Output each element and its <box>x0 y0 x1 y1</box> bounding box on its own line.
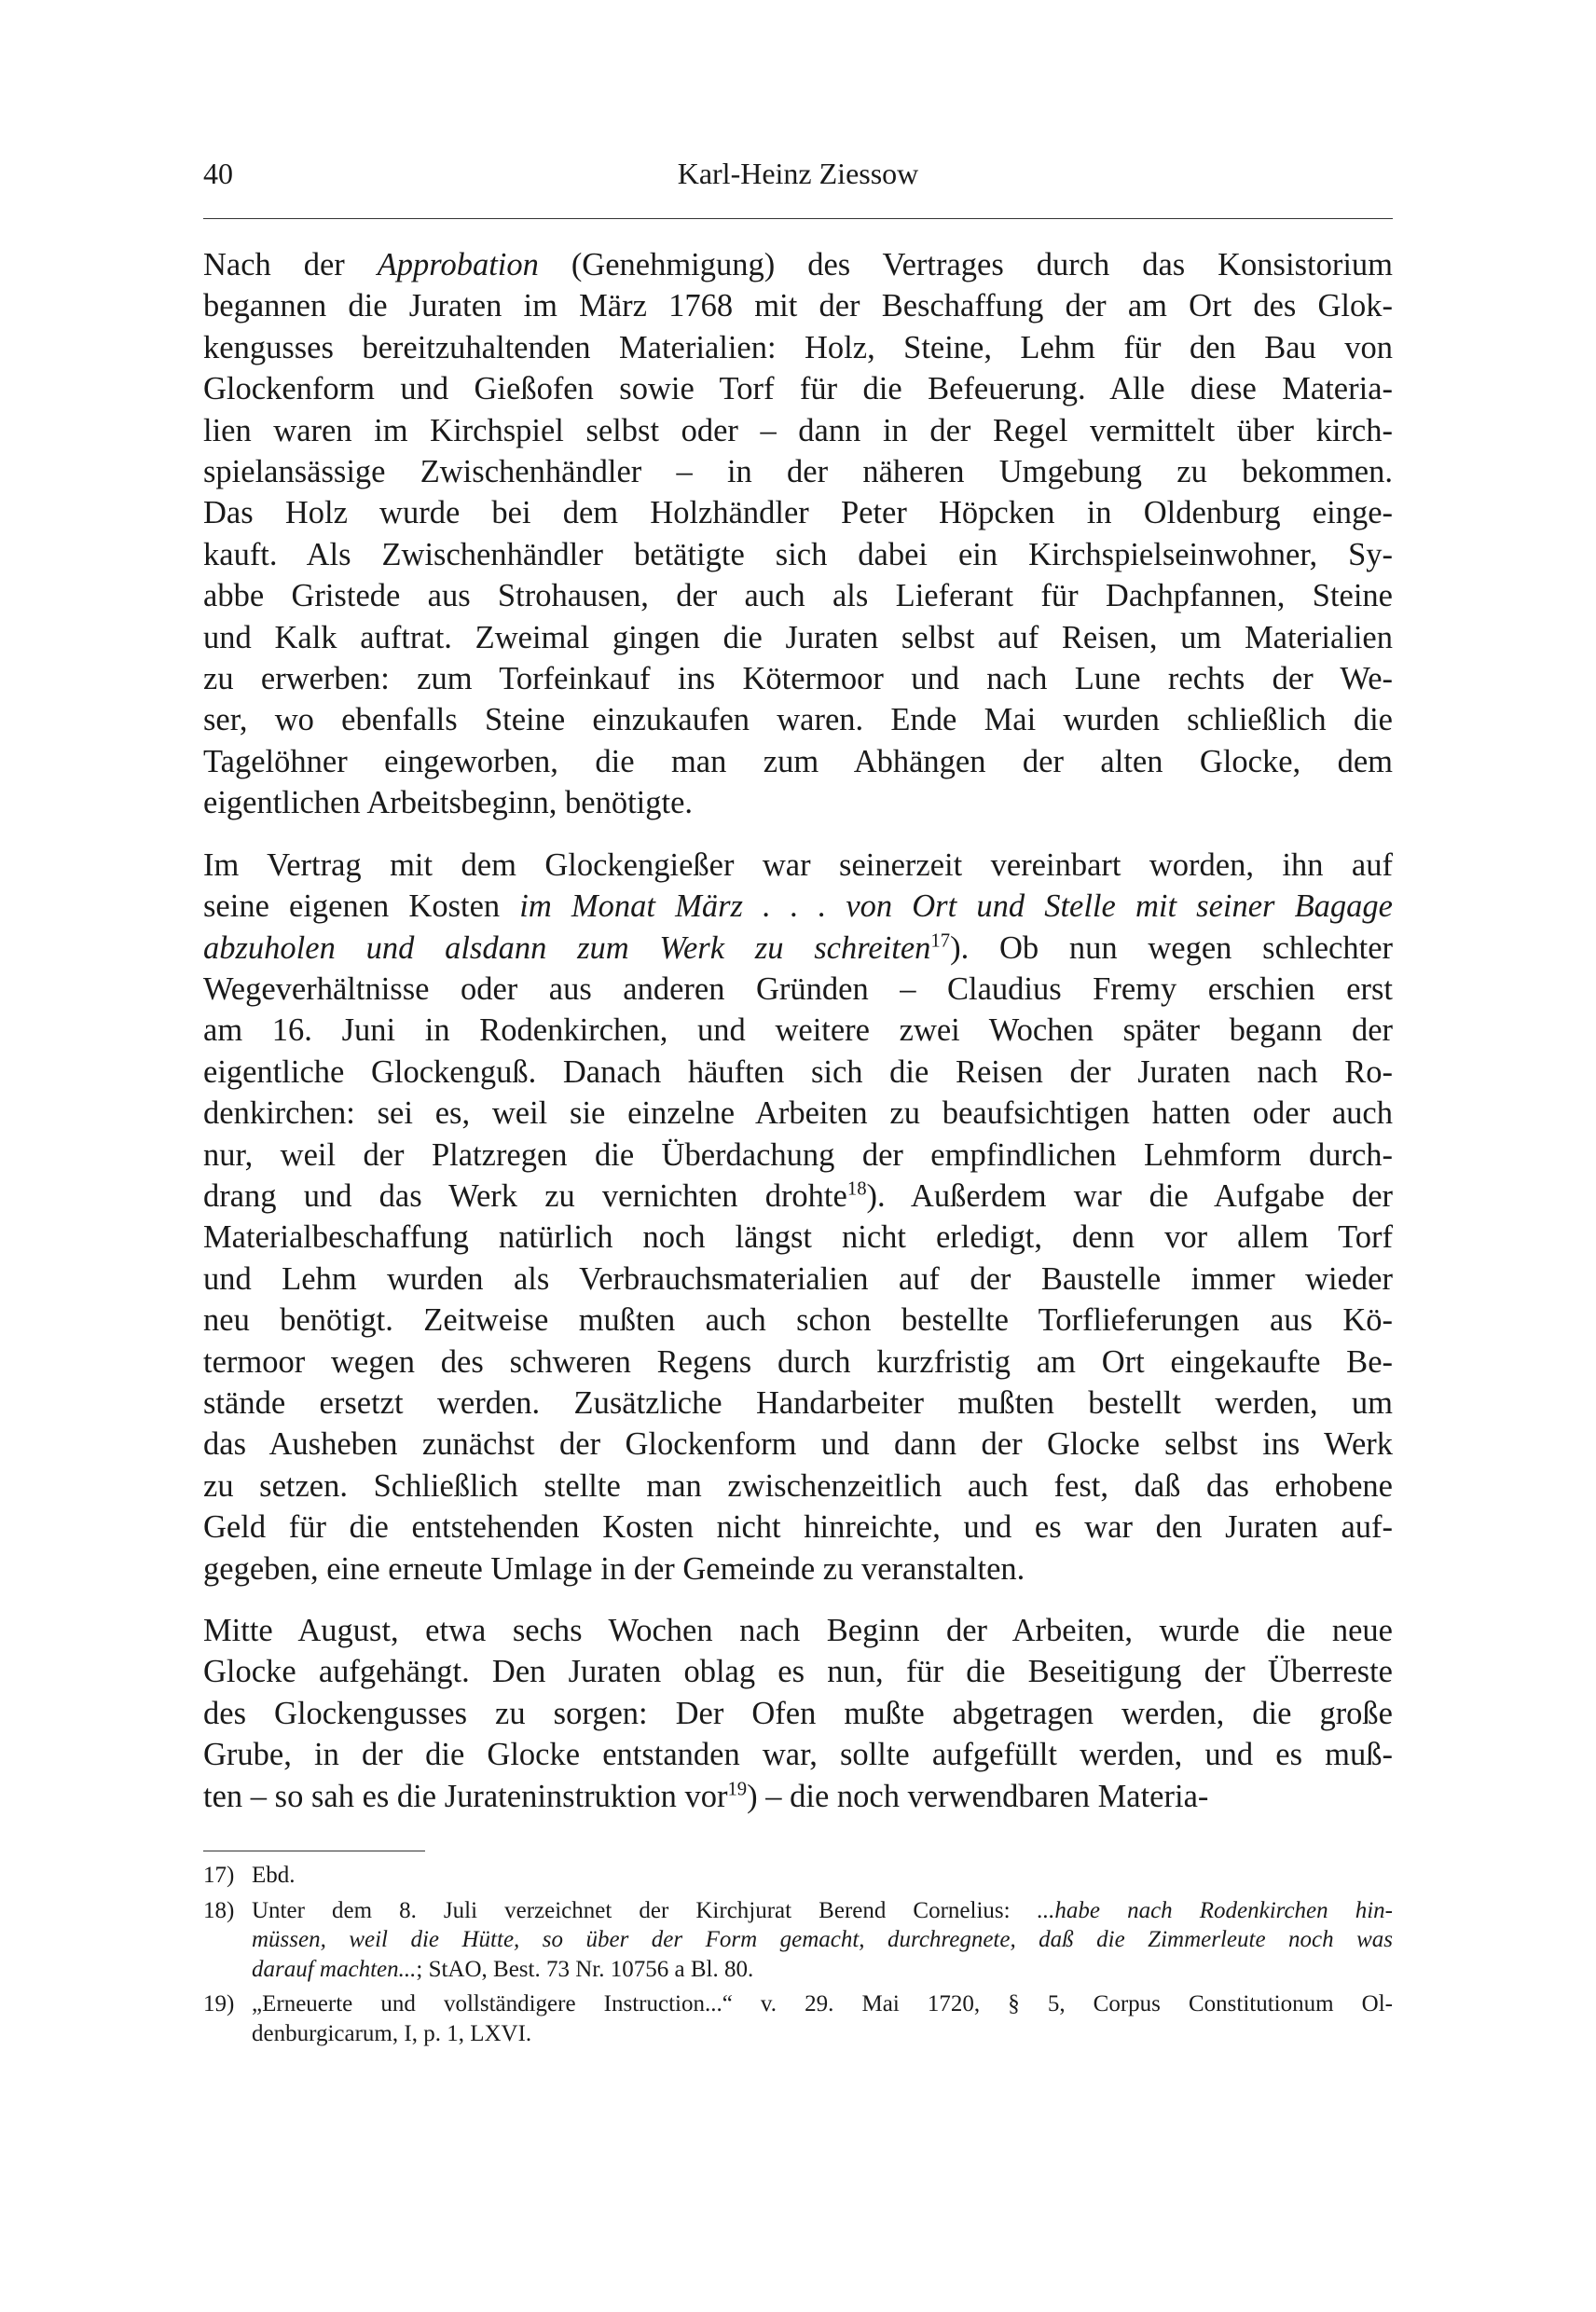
footnote <box>203 1896 1393 1985</box>
text-run: neu benötigt. Zeitweise mußten auch schon bestellte Torflieferungen aus Kö- <box>203 1302 1393 1339</box>
text-line <box>203 285 1393 326</box>
text-run: Tagelöhner eingeworben, die man zum Abhängen der alten Glocke, dem <box>203 743 1393 779</box>
text-run: und Kalk auftrat. Zweimal gingen die Juraten selbst auf Reisen, um Materialien <box>203 619 1393 655</box>
text-line <box>203 1300 1393 1341</box>
text-line <box>203 1010 1393 1051</box>
italic-text: im Monat März . . . von Ort und Stelle mit seiner Bagage <box>519 888 1393 925</box>
text-run: und Lehm wurden als Verbrauchsmaterialien auf der Baustelle immer wieder <box>203 1260 1393 1297</box>
text-run: Nach der <box>203 247 378 282</box>
italic-text: ...habe nach Rodenkirchen hin- <box>1037 1897 1393 1923</box>
text-run: stände ersetzt werden. Zusätzliche Handarbeiter mußten bestellt werden, um <box>203 1384 1393 1421</box>
text-line <box>203 886 1393 927</box>
text-run: Glocke aufgehängt. Den Juraten oblag es nun, für die Beseitigung der Überreste <box>203 1654 1393 1690</box>
footnote-reference: 17 <box>930 930 951 951</box>
text-run: Mitte August, etwa sechs Wochen nach Beginn der Arbeiten, wurde die neue <box>203 1613 1393 1648</box>
page-number: 40 <box>203 157 233 190</box>
text-line <box>203 492 1393 533</box>
footnote-line <box>252 1861 1393 1891</box>
italic-text: müssen, weil die Hütte, so über der Form gemacht, durchregnete, daß die Zimmerleute noch was <box>252 1927 1393 1952</box>
italic-text: abzuholen und alsdann zum Werk zu schreiten <box>203 929 931 966</box>
text-run: ser, wo ebenfalls Steine einzukaufen waren. Ende Mai wurden schließlich die <box>203 702 1393 738</box>
text-line <box>203 1610 1393 1651</box>
text-line <box>203 1424 1393 1465</box>
text-run: Wegeverhältnisse oder aus anderen Gründen – Claudius Fremy erschien erst <box>203 970 1393 1007</box>
footnote <box>203 1989 1393 2048</box>
text-line <box>203 1259 1393 1300</box>
text-line <box>203 1651 1393 1692</box>
running-title: Karl-Heinz Ziessow <box>677 157 919 190</box>
text-run: ). Ob nun wegen schlechter <box>950 929 1393 966</box>
text-line <box>203 845 1393 886</box>
text-run: kengusses bereitzuhaltenden Materialien: Holz, Steine, Lehm für den Bau von <box>203 329 1393 365</box>
text-line <box>203 969 1393 1010</box>
footnote-number: 19) <box>203 1991 235 2016</box>
text-run: Das Holz wurde bei dem Holzhändler Peter Höpcken in Oldenburg einge- <box>203 495 1393 531</box>
text-run: eigentliche Glockenguß. Danach häuften sich die Reisen der Juraten nach Ro- <box>203 1053 1393 1090</box>
text-line <box>203 617 1393 658</box>
text-line <box>203 1693 1393 1734</box>
text-run: termoor wegen des schweren Regens durch kurzfristig am Ort eingekaufte Be- <box>203 1343 1393 1380</box>
body-text <box>203 244 1393 1837</box>
text-line <box>203 741 1393 782</box>
text-run: am 16. Juni in Rodenkirchen, und weitere zwei Wochen später begann der <box>203 1012 1393 1049</box>
text-run: kauft. Als Zwischenhändler betätigte sich dabei ein Kirchspielseinwohner, Sy- <box>203 536 1393 572</box>
text-line <box>203 1176 1393 1217</box>
text-line <box>203 575 1393 616</box>
text-line <box>203 1052 1393 1093</box>
text-run: ) – die noch verwendbaren Materia- <box>747 1778 1209 1814</box>
footnote-number: 17) <box>203 1863 235 1888</box>
footnote-number: 18) <box>203 1897 235 1923</box>
text-line <box>203 1734 1393 1775</box>
footnote-line <box>252 1989 1393 2019</box>
text-run: Materialbeschaffung natürlich noch längst nicht erledigt, denn vor allem Torf <box>203 1219 1393 1256</box>
text-line <box>203 782 1393 823</box>
italic-text: darauf machten... <box>252 1956 417 1982</box>
text-run: spielansässige Zwischenhändler – in der näheren Umgebung zu bekommen. <box>203 454 1393 490</box>
page-header <box>203 157 1393 203</box>
text-run: „Erneuerte und vollständigere Instruction...“ v. 29. Mai 1720, § 5, Corpus Constitutionum Ol- <box>252 1991 1393 2016</box>
text-run: begannen die Juraten im März 1768 mit der Beschaffung der am Ort des Glok- <box>203 288 1393 324</box>
footnote-line <box>252 1925 1393 1955</box>
text-line <box>203 1507 1393 1548</box>
text-line <box>203 1135 1393 1176</box>
text-line <box>203 410 1393 451</box>
text-run: Im Vertrag mit dem Glockengießer war seinerzeit vereinbart worden, ihn auf <box>203 846 1393 883</box>
text-line <box>203 1548 1393 1590</box>
text-run: zu setzen. Schließlich stellte man zwischenzeitlich auch fest, daß das erhobene <box>203 1467 1393 1504</box>
text-line <box>203 327 1393 368</box>
text-line <box>203 658 1393 699</box>
text-run: des Glockengusses zu sorgen: Der Ofen mußte abgetragen werden, die große <box>203 1695 1393 1731</box>
text-line <box>203 699 1393 740</box>
footnotes <box>203 1861 1393 2054</box>
text-run: lien waren im Kirchspiel selbst oder – dann in der Regel vermittelt über kirch- <box>203 412 1393 448</box>
text-run: ). Außerdem war die Aufgabe der <box>866 1177 1393 1214</box>
text-run: nur, weil der Platzregen die Überdachung der empfindlichen Lehmform durch- <box>203 1136 1393 1173</box>
footnote-line <box>252 1896 1393 1926</box>
text-line <box>203 1217 1393 1258</box>
text-line <box>203 1093 1393 1134</box>
footnote <box>203 1861 1393 1891</box>
paragraph <box>203 244 1393 824</box>
text-run: ten – so sah es die Jurateninstruktion vor <box>203 1778 728 1814</box>
text-line <box>203 451 1393 492</box>
text-run: Ebd. <box>252 1863 296 1888</box>
paragraph <box>203 845 1393 1590</box>
text-line <box>203 1342 1393 1383</box>
text-line <box>203 928 1393 969</box>
text-line <box>203 244 1393 285</box>
footnote-line <box>252 1955 1393 1985</box>
text-run: eigentlichen Arbeitsbeginn, benötigte. <box>203 785 694 821</box>
text-run: Grube, in der die Glocke entstanden war, sollte aufgefüllt werden, und es muß- <box>203 1737 1393 1773</box>
text-run: das Ausheben zunächst der Glockenform und dann der Glocke selbst ins Werk <box>203 1426 1393 1463</box>
paragraph <box>203 1610 1393 1817</box>
text-line <box>203 1466 1393 1507</box>
text-run: seine eigenen Kosten <box>203 888 520 925</box>
header-rule <box>203 218 1393 219</box>
text-run: ; StAO, Best. 73 Nr. 10756 a Bl. 80. <box>416 1956 754 1982</box>
text-run: denburgicarum, I, p. 1, LXVI. <box>252 2020 532 2046</box>
text-line <box>203 1383 1393 1424</box>
footnote-reference: 18 <box>846 1178 867 1200</box>
text-run: zu erwerben: zum Torfeinkauf ins Kötermoor und nach Lune rechts der We- <box>203 661 1393 697</box>
text-run: abbe Gristede aus Strohausen, der auch als Lieferant für Dachpfannen, Steine <box>203 578 1393 614</box>
text-run: gegeben, eine erneute Umlage in der Gemeinde zu veranstalten. <box>203 1550 1025 1587</box>
footnote-reference: 19 <box>727 1779 748 1800</box>
text-line <box>203 534 1393 575</box>
italic-text: Approbation <box>377 247 539 282</box>
text-run: (Genehmigung) des Vertrages durch das Konsistorium <box>538 247 1393 282</box>
text-run: Glockenform und Gießofen sowie Torf für die Befeuerung. Alle diese Materia- <box>203 371 1393 407</box>
text-run: Geld für die entstehenden Kosten nicht hinreichte, und es war den Juraten auf- <box>203 1509 1393 1546</box>
footnote-line <box>252 2019 1393 2049</box>
text-run: drang und das Werk zu vernichten drohte <box>203 1177 847 1214</box>
text-run: denkirchen: sei es, weil sie einzelne Arbeiten zu beaufsichtigen hatten oder auch <box>203 1095 1393 1132</box>
text-line <box>203 1776 1393 1817</box>
text-line <box>203 368 1393 409</box>
text-run: Unter dem 8. Juli verzeichnet der Kirchjurat Berend Cornelius: <box>252 1897 1038 1923</box>
